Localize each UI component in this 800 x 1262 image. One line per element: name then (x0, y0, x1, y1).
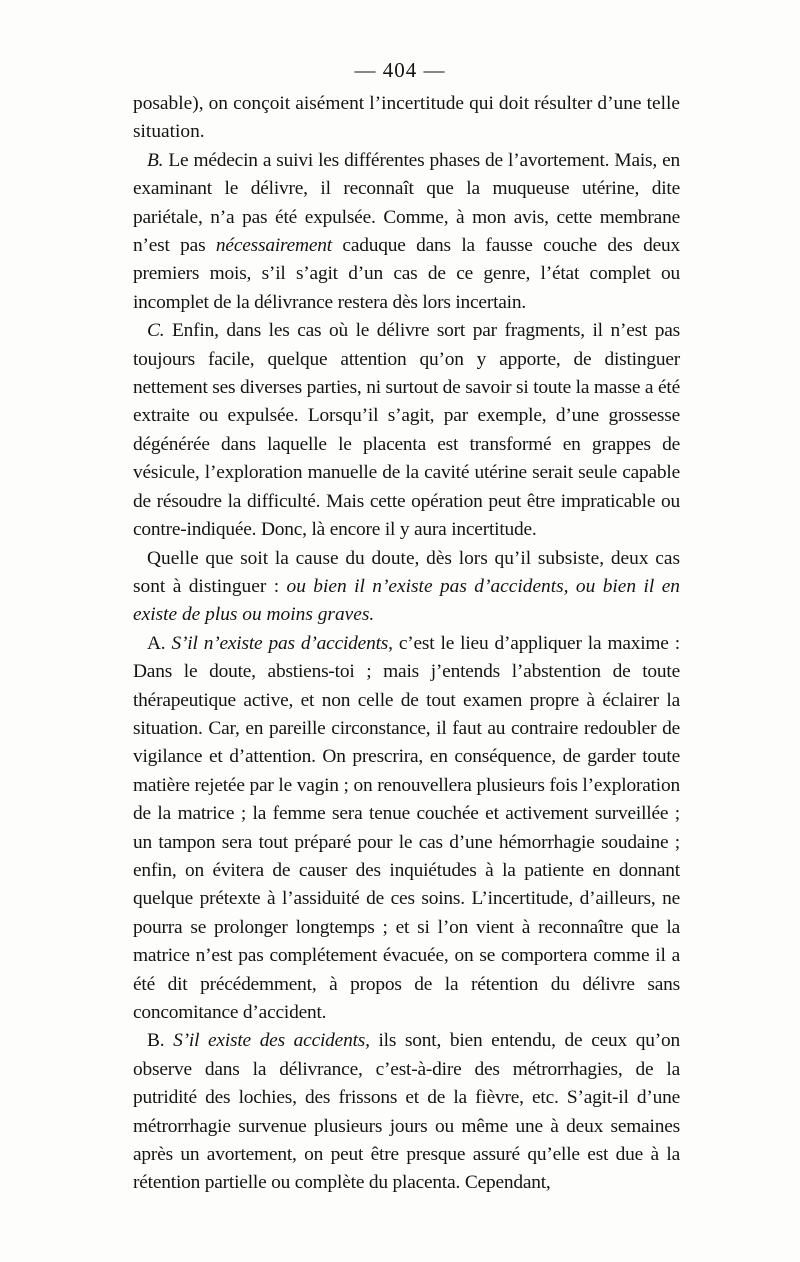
emphasis-text: ou bien il n’existe pas d’accidents, ou bien il en existe de plus ou moins graves. (133, 575, 680, 626)
paragraph-text: Le médecin a suivi les différentes phases de l’avortement. Mais, en examinant le délivre, il reconnaît que la muqueuse utérine, dite pariétale, n’a pas été expulsée. Comme, à mon avis, cette membrane n’est pas (133, 149, 680, 257)
paragraph-doute (133, 545, 680, 630)
page-number: — 404 — (354, 58, 446, 82)
emphasis-text: S’il n’existe pas d’accidents, (171, 632, 393, 654)
paragraph-text: Enfin, dans les cas où le délivre sort par fragments, il n’est pas toujours facile, quelque attention qu’on y apporte, de distinguer nettement ses diverses parties, ni surtout de savoir si toute la masse a été extraite ou expulsée. Lorsqu’il s’agit, par exemple, d’une grossesse dégénérée dans laquelle le placenta est transformé en grappes de vésicule, l’exploration manuelle de la cavité utérine serait seule capable de résoudre la difficulté. Mais cette opération peut être impraticable ou contre-indiquée. Donc, là encore il y aura incertitude. (133, 320, 680, 541)
paragraph-a-sans-accidents (133, 630, 680, 1028)
paragraph-b-delivre (133, 147, 680, 317)
paragraph-text: c’est le lieu d’appliquer la maxime : Dans le doute, abstiens-toi ; mais j’entends l’abstention de toute thérapeutique active, et non celle de tout examen propre à éclairer la situation. Car, en pareille circonstance, il faut au contraire redoubler de vigilance et d’attention. On prescrira, en conséquence, de garder toute matière rejetée par le vagin ; on renouvellera plusieurs fois l’exploration de la matrice ; la femme sera tenue couchée et activement surveillée ; un tampon sera tout préparé pour le cas d’une hémorrhagie soudaine ; enfin, on évitera de causer des inquiétudes à la patiente en donnant quelque prétexte à l’assiduité de ces soins. L’incertitude, d’ailleurs, ne pourra se prolonger longtemps ; et si l’on vient à reconnaître que la matrice n’est pas complétement évacuée, on se comportera comme il a été dit précédemment, à propos de la rétention du délivre sans concomitance d’accident. (133, 632, 680, 1023)
paragraph-text: posable), on conçoit aisément l’incertitude qui doit résulter d’une telle situation. (133, 93, 680, 143)
paragraph-continuation (133, 90, 680, 147)
paragraph-text: Quelle que soit la cause du doute, dès lors qu’il subsiste, deux cas sont à distinguer : (133, 547, 680, 597)
page-body (133, 90, 680, 1198)
section-marker: B. (147, 149, 164, 171)
emphasis-text: S’il existe des accidents, (173, 1030, 370, 1052)
section-marker: A. (147, 632, 166, 654)
section-marker: B. (147, 1030, 165, 1052)
emphasis-text: nécessairement (215, 235, 332, 257)
section-marker: C. (147, 320, 165, 342)
paragraph-text: ils sont, bien entendu, de ceux qu’on observe dans la délivrance, c’est-à-dire des métrorrhagies, de la putridité des lochies, des frissons et de la fièvre, etc. S’agit-il d’une métrorrhagie survenue plusieurs jours ou même une à deux semaines après un avortement, on peut être presque assuré qu’elle est due à la rétention partielle ou complète du placenta. Cependant, (133, 1030, 680, 1194)
paragraph-text: caduque dans la fausse couche des deux premiers mois, s’il s’agit d’un cas de ce genre, l’état complet ou incomplet de la délivrance restera dès lors incertain. (133, 235, 680, 313)
paragraph-c-fragments (133, 317, 680, 544)
paragraph-b-accidents (133, 1027, 680, 1197)
